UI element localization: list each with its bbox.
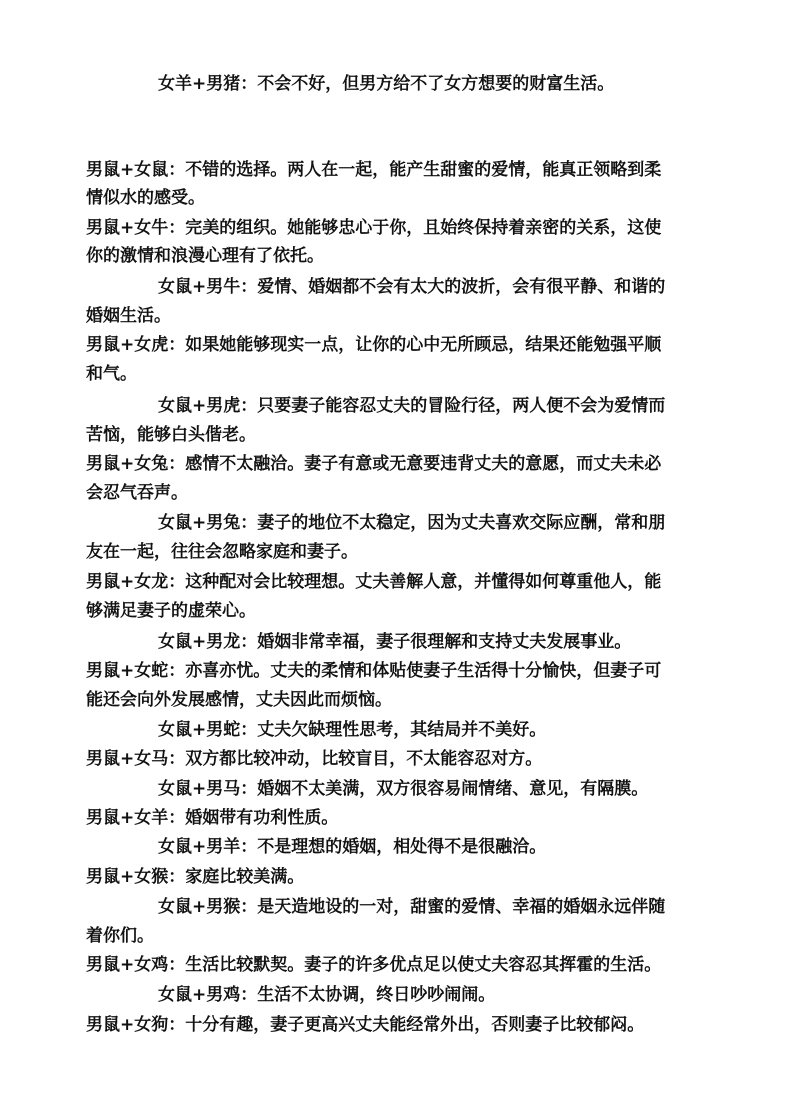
paragraph-line: 女鼠+男马：婚姻不太美满，双方很容易闹情绪、意见，有隔膜。 (158, 779, 649, 799)
paragraph-line: 男鼠+女蛇：亦喜亦忧。丈夫的柔情和体贴使妻子生活得十分愉快，但妻子可 (86, 661, 662, 681)
paragraph-line: 女鼠+男猴：是天造地设的一对，甜蜜的爱情、幸福的婚姻永远伴随 (158, 897, 666, 917)
paragraph-line: 男鼠+女马：双方都比较冲动，比较盲目，不太能容忍对方。 (86, 749, 543, 769)
paragraph-line: 情似水的感受。 (86, 188, 205, 208)
paragraph-line: 婚姻生活。 (86, 306, 171, 326)
paragraph-line: 男鼠+女龙：这种配对会比较理想。丈夫善解人意，并懂得如何尊重他人，能 (86, 572, 662, 592)
paragraph-line: 女鼠+男蛇：丈夫欠缺理性思考，其结局并不美好。 (158, 720, 547, 740)
paragraph-line: 女鼠+男牛：爱情、婚姻都不会有太大的波折，会有很平静、和谐的 (158, 277, 666, 297)
paragraph-line: 女鼠+男龙：婚姻非常幸福，妻子很理解和支持丈夫发展事业。 (158, 632, 632, 652)
paragraph-line: 男鼠+女虎：如果她能够现实一点，让你的心中无所顾忌，结果还能勉强平顺 (86, 335, 662, 355)
paragraph-line: 男鼠+女鸡：生活比较默契。妻子的许多优点足以使丈夫容忍其挥霍的生活。 (86, 955, 662, 975)
paragraph-line: 着你们。 (86, 926, 154, 946)
paragraph-line: 男鼠+女牛：完美的组织。她能够忠心于你，且始终保持着亲密的关系，这使 (86, 218, 662, 238)
paragraph-line: 男鼠+女鼠：不错的选择。两人在一起，能产生甜蜜的爱情，能真正领略到柔 (86, 160, 662, 180)
paragraph-line: 友在一起，往往会忽略家庭和妻子。 (86, 542, 358, 562)
paragraph-line: 你的激情和浪漫心理有了依托。 (86, 246, 324, 266)
paragraph-line: 女鼠+男虎：只要妻子能容忍丈夫的冒险行径，两人便不会为爱情而 (158, 396, 666, 416)
paragraph-line: 女鼠+男鸡：生活不太协调，终日吵吵闹闹。 (158, 985, 496, 1005)
paragraph-line: 男鼠+女羊：婚姻带有功利性质。 (86, 808, 339, 828)
paragraph-line: 女鼠+男羊：不是理想的婚姻，相处得不是很融洽。 (158, 837, 547, 857)
paragraph-line: 苦恼，能够白头偕老。 (86, 425, 256, 445)
paragraph-line: 和气。 (86, 364, 137, 384)
paragraph-line: 女鼠+男兔：妻子的地位不太稳定，因为丈夫喜欢交际应酬，常和朋 (158, 513, 666, 533)
paragraph-line: 男鼠+女猴：家庭比较美满。 (86, 867, 305, 887)
paragraph-line: 会忍气吞声。 (86, 483, 188, 503)
paragraph-line: 能还会向外发展感情，丈夫因此而烦恼。 (86, 690, 392, 710)
paragraph-line: 女羊+男猪：不会不好，但男方给不了女方想要的财富生活。 (158, 74, 615, 94)
paragraph-line: 够满足妻子的虚荣心。 (86, 601, 256, 621)
paragraph-line: 男鼠+女兔：感情不太融洽。妻子有意或无意要违背丈夫的意愿，而丈夫未必 (86, 454, 662, 474)
paragraph-line: 男鼠+女狗：十分有趣，妻子更高兴丈夫能经常外出，否则妻子比较郁闷。 (86, 1015, 645, 1035)
